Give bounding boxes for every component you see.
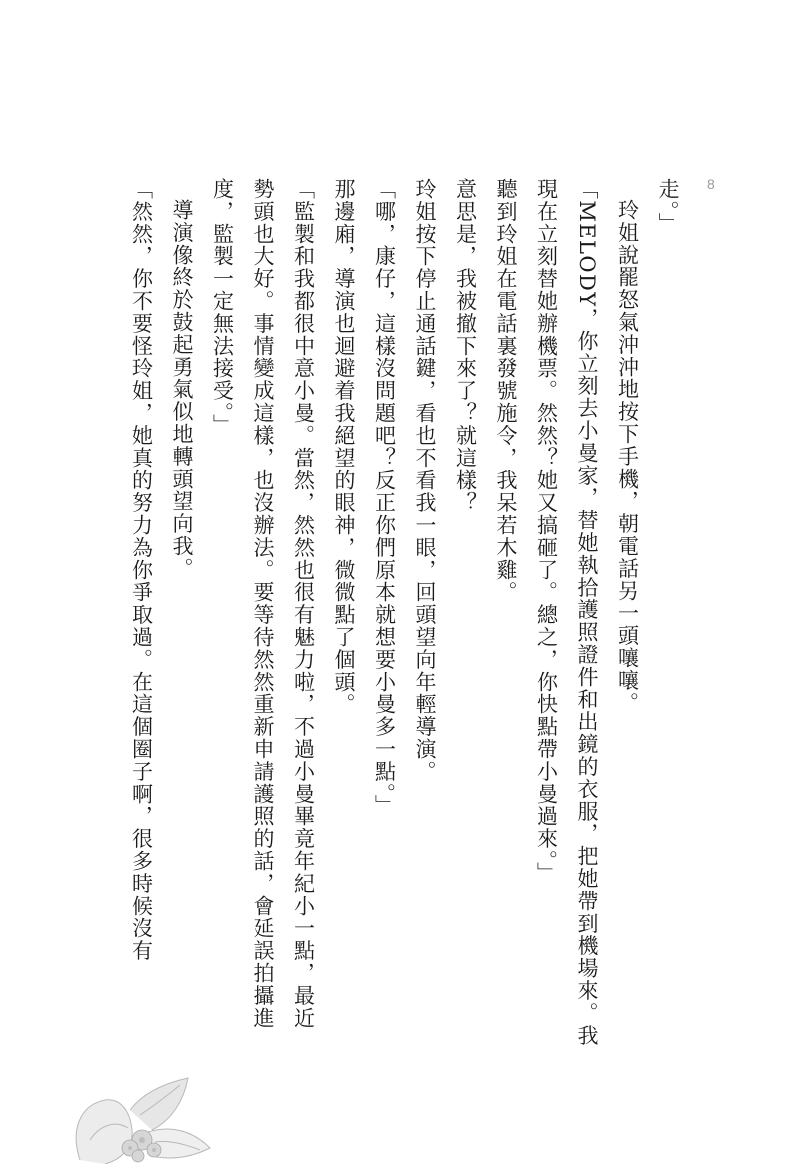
paragraph: 玲姐說罷怒氣沖沖地按下手機，朝電話另一頭嚷嚷。 bbox=[615, 199, 640, 715]
paragraph: 意思是，我被撤下來了？就這樣？ bbox=[453, 178, 478, 514]
page-number: 8 bbox=[707, 176, 715, 192]
vertical-text-block bbox=[121, 178, 688, 1048]
paragraph: 「然然，你不要怪玲姐，她真的努力為你爭取過。在這個圈子啊，很多時候沒有 bbox=[129, 178, 154, 962]
paragraph: 「監製和我都很中意小曼。當然，然然也很有魅力啦，不過小曼畢竟年紀小一點，最近勢頭也大好。事情變成這樣，也沒辦法。要等待然然重新申請護照的話，會延誤拍攝進度，監製一定無法接受。」 bbox=[210, 178, 316, 1030]
flower-decoration-icon bbox=[60, 1070, 220, 1164]
paragraph: 那邊廂，導演也迴避着我絕望的眼神，微微點了個頭。 bbox=[332, 178, 356, 716]
paragraph: 聽到玲姐在電話裏發號施令，我呆若木雞。 bbox=[494, 178, 518, 604]
paragraph: 「MELODY，你立刻去小曼家，替她執拾護照證件和出鏡的衣服，把她帶到機場來。我現在立刻替她辦機票。然然？她又搞砸了。總之，你快點帶小曼過來。」 bbox=[534, 178, 599, 1047]
paragraph: 玲姐按下停止通話鍵，看也不看我一眼，回頭望向年輕導演。 bbox=[413, 178, 437, 783]
paragraph: 導演像終於鼓起勇氣似地轉頭望向我。 bbox=[170, 199, 194, 580]
paragraph: 「哪，康仔，這樣沒問題吧？反正你們原本就想要小曼多一點。」 bbox=[372, 178, 397, 818]
paragraph: 走。」 bbox=[656, 178, 680, 235]
